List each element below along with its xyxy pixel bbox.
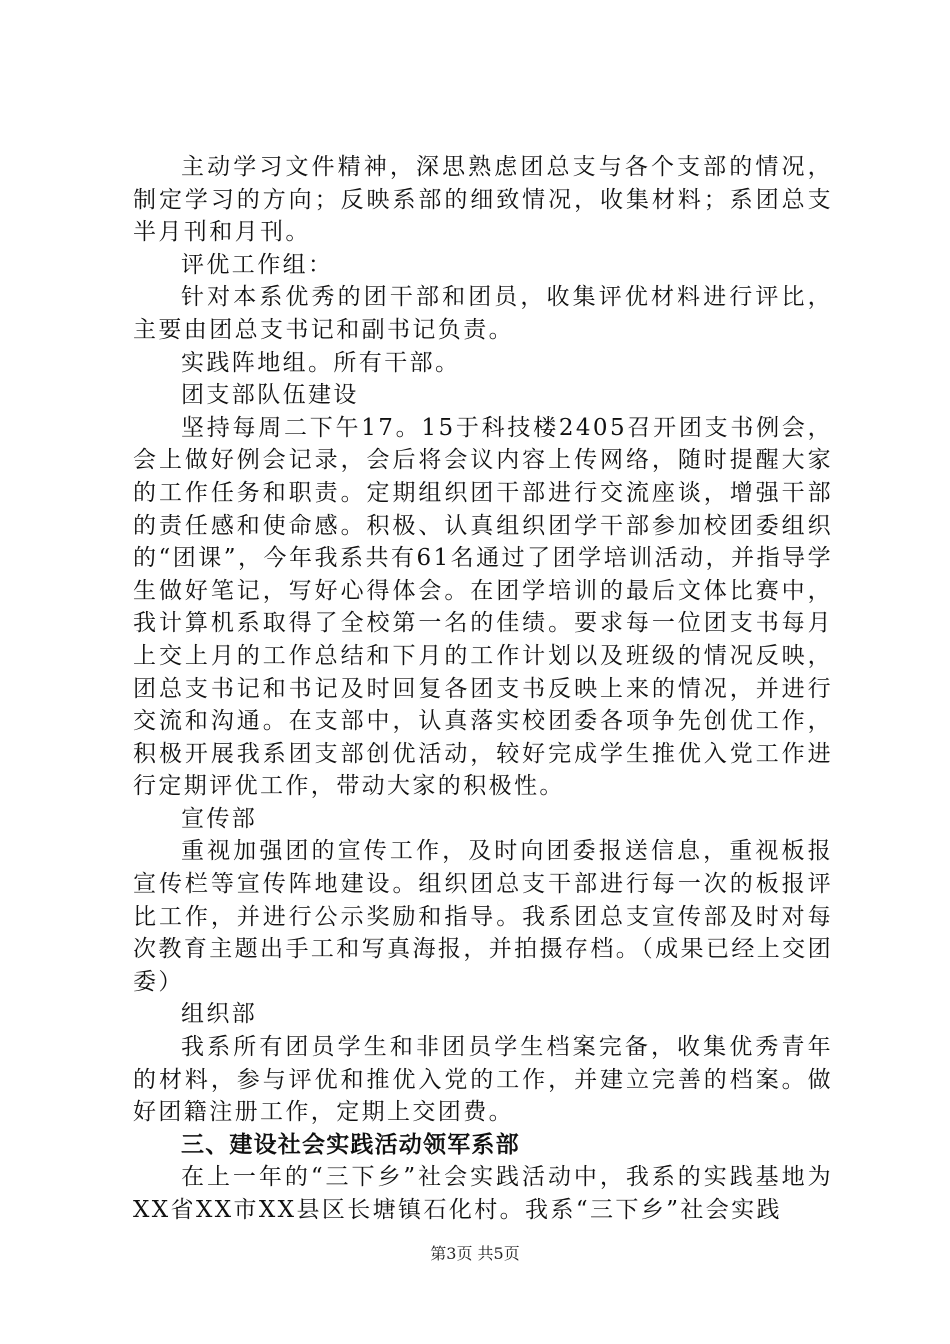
page-footer bbox=[0, 1244, 950, 1264]
paragraph-evaluation-group: 针对本系优秀的团干部和团员，收集评优材料进行评比，主要由团总支书记和副书记负责。 bbox=[133, 284, 833, 343]
page-number-label: 第3页 共5页 bbox=[430, 1244, 520, 1263]
paragraph-organization: 我系所有团员学生和非团员学生档案完备，收集优秀青年的材料，参与评优和推优入党的工作，并建立完善的档案。做好团籍注册工作，定期上交团费。 bbox=[133, 1034, 833, 1126]
paragraph-social-practice: 在上一年的“三下乡”社会实践活动中，我系的实践基地为XX省XX市XX县区长塘镇石化村。我系“三下乡”社会实践 bbox=[133, 1164, 833, 1223]
paragraph-publicity: 重视加强团的宣传工作，及时向团委报送信息，重视板报宣传栏等宣传阵地建设。组织团总支干部进行每一次的板报评比工作，并进行公示奖励和指导。我系团总支宣传部及时对每次教育主题出手工和写真海报，并拍摄存档。（成果已经上交团委） bbox=[133, 838, 833, 995]
paragraph-organization-title: 组织部 bbox=[181, 1001, 258, 1028]
paragraph-study-group: 主动学习文件精神，深思熟虑团总支与各个支部的情况，制定学习的方向；反映系部的细致情况，收集材料；系团总支半月刊和月刊。 bbox=[133, 154, 833, 246]
paragraph-branch-building-title: 团支部队伍建设 bbox=[181, 382, 359, 409]
section-heading-social-practice: 三、建设社会实践活动领军系部 bbox=[181, 1131, 520, 1158]
document-body bbox=[133, 151, 833, 1227]
paragraph-branch-building: 坚持每周二下午17。15于科技楼2405召开团支书例会，会上做好例会记录，会后将会议内容上传网络，随时提醒大家的工作任务和职责。定期组织团干部进行交流座谈，增强干部的责任感和使命感。积极、认真组织团学干部参加校团委组织的“团课”，今年我系共有61名通过了团学培训活动，并指导学生做好笔记，写好心得体会。在团学培训的最后文体比赛中，我计算机系取得了全校第一名的佳绩。要求每一位团支书每月上交上月的工作总结和下月的工作计划以及班级的情况反映，团总支书记和书记及时回复各团支书反映上来的情况，并进行交流和沟通。在支部中，认真落实校团委各项争先创优工作，积极开展我系团支部创优活动，较好完成学生推优入党工作进行定期评优工作，带动大家的积极性。 bbox=[133, 414, 833, 800]
paragraph-publicity-title: 宣传部 bbox=[181, 805, 258, 832]
paragraph-evaluation-group-title: 评优工作组： bbox=[181, 251, 334, 278]
paragraph-practice-group: 实践阵地组。所有干部。 bbox=[181, 349, 461, 376]
